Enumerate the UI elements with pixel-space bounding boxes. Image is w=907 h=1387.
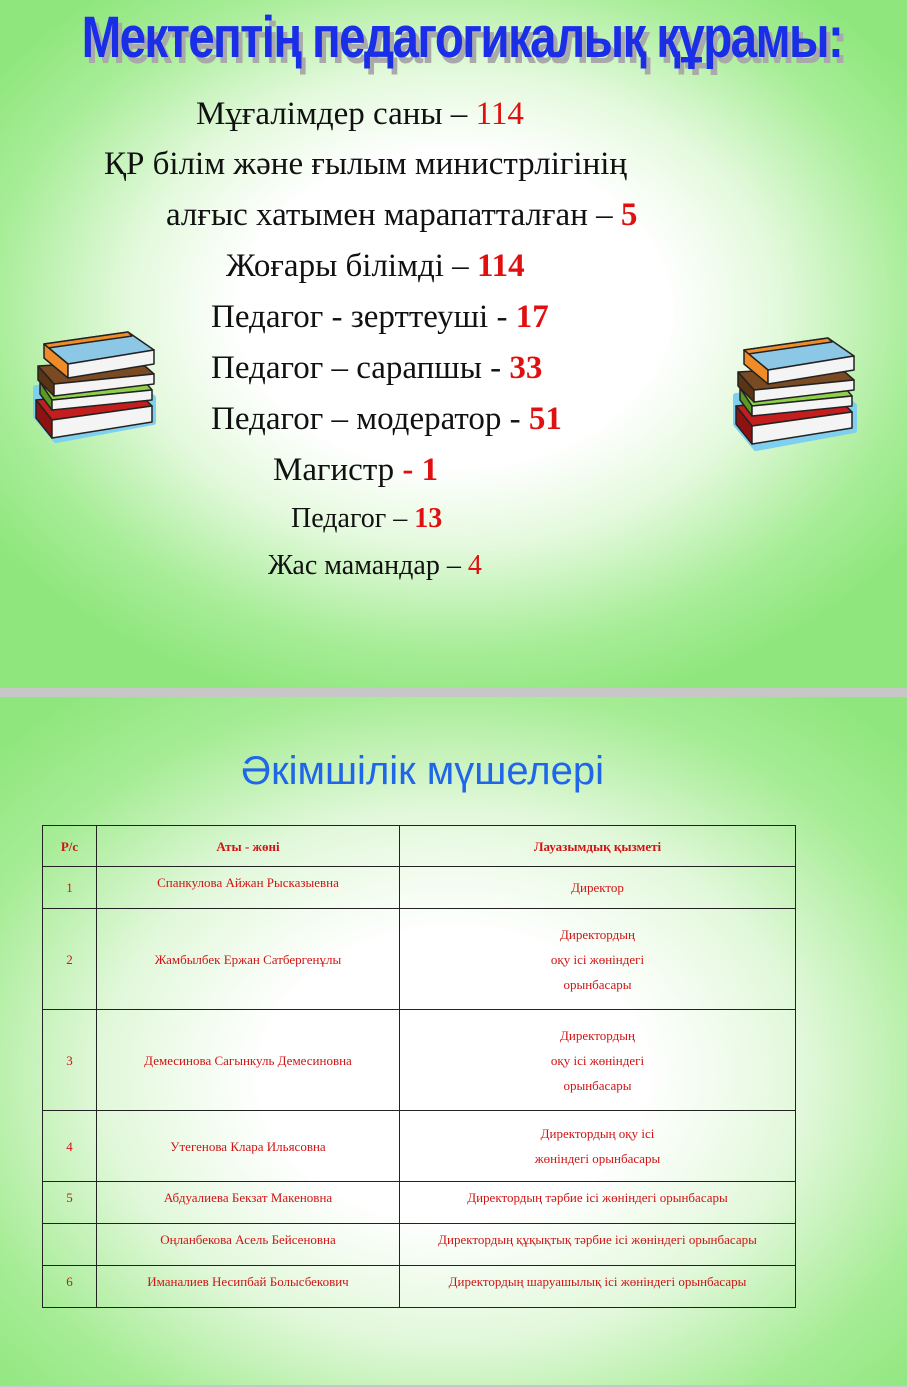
cell-position <box>400 1182 796 1224</box>
cell-number: 5 <box>43 1182 97 1224</box>
cell-position <box>400 1224 796 1266</box>
table-header-row <box>43 826 796 867</box>
stat-value: 51 <box>528 401 562 437</box>
stat-label: Педагог – модератор - <box>211 401 529 437</box>
position-line: оқу ісі жөніндегі <box>550 951 645 967</box>
position-line: Директор <box>571 880 624 895</box>
slide-title: Мектептің педагогикалық құрамы: <box>81 5 843 70</box>
stat-label: Мұғалімдер саны – <box>196 96 476 132</box>
stat-label: Жас мамандар – <box>268 550 468 581</box>
position-line: орынбасары <box>563 976 632 992</box>
cell-position <box>400 867 796 909</box>
cell-number: 4 <box>43 1111 97 1182</box>
table-row <box>43 1182 796 1224</box>
position-line: Директордың оқу ісі <box>540 1126 655 1141</box>
stat-label: ҚР білім және ғылым министрлігінің <box>104 146 628 182</box>
position-line: Директордың <box>560 926 635 942</box>
cell-number: 6 <box>43 1266 97 1308</box>
cell-name: Оңланбекова Асель Бейсеновна <box>97 1224 400 1266</box>
cell-number <box>43 1224 97 1266</box>
slide-teaching-staff <box>0 0 907 688</box>
table-row <box>43 1266 796 1308</box>
table-row <box>43 1010 796 1111</box>
stat-master <box>273 452 438 489</box>
stat-label: Педагог – <box>291 503 415 534</box>
cell-name: Иманалиев Несипбай Болысбекович <box>97 1266 400 1308</box>
position-line: Директордың <box>560 1027 635 1043</box>
cell-position <box>400 909 796 1010</box>
column-header-position: Лауазымдық қызметі <box>400 826 796 867</box>
cell-name: Утегенова Клара Ильясовна <box>97 1111 400 1182</box>
stat-label: Жоғары білімді – <box>226 248 477 284</box>
position-line: жөніндегі орынбасары <box>534 1151 661 1166</box>
stat-teachers-count <box>196 96 524 133</box>
stat-value: 13 <box>414 503 443 534</box>
stat-label: Педагог – сарапшы - <box>211 350 510 386</box>
cell-position <box>400 1266 796 1308</box>
stat-moderator <box>211 401 562 438</box>
position-line: оқу ісі жөніндегі <box>550 1052 645 1068</box>
cell-name: Жамбылбек Ержан Сатбергенұлы <box>97 909 400 1010</box>
stat-expert <box>211 350 542 387</box>
table-row <box>43 867 796 909</box>
column-header-name: Аты - жөні <box>97 826 400 867</box>
cell-number: 3 <box>43 1010 97 1111</box>
stat-pedagogue <box>291 503 442 535</box>
stat-ministry-line <box>104 146 627 183</box>
slide-title: Әкімшілік мүшелері <box>240 749 605 793</box>
stat-researcher <box>211 299 549 336</box>
stat-value: 114 <box>475 96 524 132</box>
position-line: Директордың тәрбие ісі жөніндегі орынбасары <box>467 1190 728 1205</box>
stat-label: алғыс хатымен марапатталған – <box>166 197 621 233</box>
stat-higher-education <box>226 248 525 285</box>
cell-position <box>400 1010 796 1111</box>
administration-table <box>42 825 796 1308</box>
slide-administration <box>0 697 907 1385</box>
cell-name: Абдуалиева Бекзат Макеновна <box>97 1182 400 1224</box>
stat-value: 4 <box>467 550 482 581</box>
stat-value: 33 <box>509 350 543 386</box>
cell-name: Демесинова Сагынкуль Демесиновна <box>97 1010 400 1111</box>
table-row <box>43 1224 796 1266</box>
stat-awarded <box>166 197 637 234</box>
cell-position <box>400 1111 796 1182</box>
stat-value: 114 <box>476 248 525 284</box>
books-stack-icon <box>28 318 163 448</box>
cell-number: 2 <box>43 909 97 1010</box>
stat-value: 5 <box>620 197 638 233</box>
position-line: Директордың құқықтық тәрбие ісі жөніндегі орынбасары <box>438 1232 757 1247</box>
stat-value: - 1 <box>402 452 439 488</box>
cell-name: Спанкулова Айжан Рысказыевна <box>97 867 400 909</box>
table-row <box>43 1111 796 1182</box>
cell-number: 1 <box>43 867 97 909</box>
stat-value: 17 <box>515 299 549 335</box>
books-stack-icon <box>730 322 865 454</box>
column-header-number: Р/с <box>43 826 97 867</box>
table-row <box>43 909 796 1010</box>
stat-label: Педагог - зерттеуші - <box>211 299 516 335</box>
position-line: орынбасары <box>563 1077 632 1093</box>
position-line: Директордың шаруашылық ісі жөніндегі орынбасары <box>448 1274 747 1289</box>
stat-young-specialists <box>268 550 482 582</box>
stat-label: Магистр <box>273 452 403 488</box>
